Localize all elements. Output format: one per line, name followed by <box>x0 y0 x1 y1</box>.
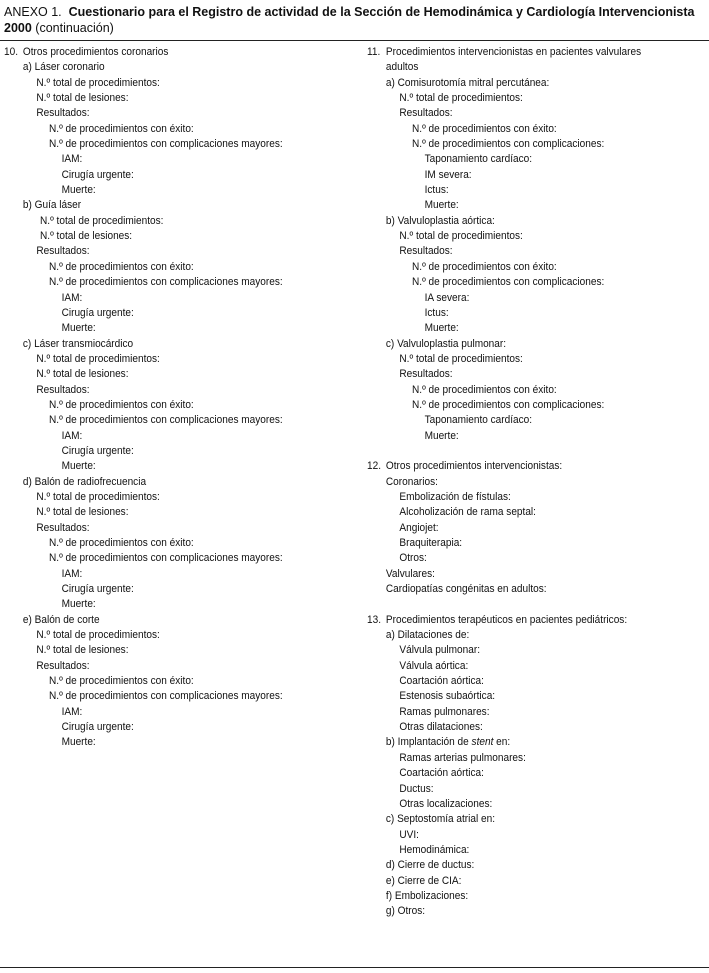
results-label: Resultados: <box>36 245 90 258</box>
section-11-heading: 11. Procedimientos intervencionistas en pacientes valvulares <box>367 46 642 58</box>
annex-suffix: (continuación) <box>35 21 114 35</box>
field-total-lesions: N.º total de lesiones: <box>36 92 129 105</box>
subsection-b-title: b) Valvuloplastia aórtica: <box>385 214 495 227</box>
field-pulmonary-artery-branches: Ramas arterias pulmonares: <box>399 751 526 764</box>
field-total-procedures: N.º total de procedimientos: <box>399 92 523 105</box>
annex-title: Cuestionario para el Registro de actividad de la Sección de Hemodinámica y Cardiología Intervencionista 2000 <box>4 5 695 35</box>
section-10-heading: 10. Otros procedimientos coronarios <box>4 46 169 58</box>
field-angiojet: Angiojet: <box>399 521 439 534</box>
field-death: Muerte: <box>61 184 96 197</box>
field-major-complications: N.º de procedimientos con complicaciones mayores: <box>49 690 283 703</box>
field-urgent-surgery: Cirugía urgente: <box>61 721 134 734</box>
field-iam: IAM: <box>61 153 83 166</box>
field-success: N.º de procedimientos con éxito: <box>49 398 194 411</box>
field-major-complications: N.º de procedimientos con complicaciones mayores: <box>49 414 283 427</box>
field-urgent-surgery: Cirugía urgente: <box>61 444 134 457</box>
field-embolizations: f) Embolizaciones: <box>385 889 469 902</box>
field-complications: N.º de procedimientos con complicaciones: <box>412 276 605 289</box>
field-death: Muerte: <box>61 322 96 335</box>
results-label: Resultados: <box>399 107 453 120</box>
left-column <box>4 45 328 751</box>
section-12-heading: 12. Otros procedimientos intervencionistas: <box>367 460 563 473</box>
field-success: N.º de procedimientos con éxito: <box>49 537 194 549</box>
field-fistula-embolization: Embolización de fístulas: <box>399 490 511 503</box>
field-death: Muerte: <box>61 460 96 473</box>
field-total-lesions: N.º total de lesiones: <box>40 230 133 243</box>
field-ductus-closure: d) Cierre de ductus: <box>385 859 475 872</box>
field-success: N.º de procedimientos con éxito: <box>412 383 557 396</box>
field-total-procedures: N.º total de procedimientos: <box>36 76 160 89</box>
field-death: Muerte: <box>424 199 459 212</box>
field-total-procedures: N.º total de procedimientos: <box>399 230 523 243</box>
field-total-lesions: N.º total de lesiones: <box>36 506 129 519</box>
field-total-procedures: N.º total de procedimientos: <box>36 490 160 503</box>
subsection-a-title: a) Comisurotomía mitral percutánea: <box>385 76 550 89</box>
field-complications: N.º de procedimientos con complicaciones: <box>412 398 605 411</box>
subsection-a-title: a) Láser coronario <box>22 61 105 74</box>
field-total-procedures: N.º total de procedimientos: <box>40 214 164 227</box>
field-total-lesions: N.º total de lesiones: <box>36 368 129 381</box>
field-adult-congenital: Cardiopatías congénitas en adultos: <box>385 583 547 596</box>
field-severe-mr: IM severa: <box>424 168 472 181</box>
field-subaortic-stenosis: Estenosis subaórtica: <box>399 690 496 703</box>
subsection-c-title: c) Valvuloplastia pulmonar: <box>385 337 507 350</box>
field-cath-lab: Hemodinámica: <box>399 843 470 856</box>
subsection-e-title: e) Balón de corte <box>22 613 100 626</box>
subsection-d-title: d) Balón de radiofrecuencia <box>22 475 147 488</box>
field-other: g) Otros: <box>385 905 426 918</box>
header-rule <box>0 40 709 41</box>
field-aortic-coarctation: Coartación aórtica: <box>399 767 484 780</box>
field-stroke: Ictus: <box>424 184 449 197</box>
field-death: Muerte: <box>61 736 96 749</box>
field-other-locations: Otras localizaciones: <box>399 797 493 810</box>
field-iam: IAM: <box>61 567 83 580</box>
field-iam: IAM: <box>61 705 83 718</box>
field-ductus: Ductus: <box>399 782 434 795</box>
field-tamponade: Taponamiento cardíaco: <box>424 153 533 166</box>
subsection-atrial-septostomy: c) Septostomía atrial en: <box>385 813 496 826</box>
field-icu: UVI: <box>399 828 419 841</box>
subsection-b-title: b) Guía láser <box>22 199 82 212</box>
field-pulmonary-branches: Ramas pulmonares: <box>399 705 490 718</box>
field-other: Otros: <box>399 552 427 565</box>
document-header <box>4 4 704 36</box>
field-death: Muerte: <box>61 598 96 611</box>
field-success: N.º de procedimientos con éxito: <box>49 675 194 688</box>
field-success: N.º de procedimientos con éxito: <box>49 260 194 273</box>
field-total-procedures: N.º total de procedimientos: <box>36 629 160 642</box>
results-label: Resultados: <box>36 521 90 534</box>
field-tamponade: Taponamiento cardíaco: <box>424 414 533 427</box>
results-label: Resultados: <box>399 368 453 381</box>
field-success: N.º de procedimientos con éxito: <box>412 260 557 273</box>
annex-label: ANEXO 1. <box>4 5 62 19</box>
subsection-c-title: c) Láser transmiocárdico <box>22 337 134 350</box>
field-iam: IAM: <box>61 291 83 304</box>
results-label: Resultados: <box>36 383 90 396</box>
field-septal-alcoholization: Alcoholización de rama septal: <box>399 506 536 519</box>
field-urgent-surgery: Cirugía urgente: <box>61 306 134 319</box>
field-total-procedures: N.º total de procedimientos: <box>399 352 523 365</box>
field-other-dilatations: Otras dilataciones: <box>399 721 483 734</box>
field-death: Muerte: <box>424 429 459 442</box>
field-total-procedures: N.º total de procedimientos: <box>36 352 160 365</box>
subsection-dilatations: a) Dilataciones de: <box>385 629 470 642</box>
field-success: N.º de procedimientos con éxito: <box>49 122 194 135</box>
section-11-heading-cont: adultos <box>385 61 419 74</box>
field-iam: IAM: <box>61 429 83 442</box>
field-urgent-surgery: Cirugía urgente: <box>61 583 134 596</box>
field-stroke: Ictus: <box>424 306 449 319</box>
field-asd-closure: e) Cierre de CIA: <box>385 874 462 887</box>
spacer <box>367 444 700 459</box>
footer-rule <box>0 967 709 968</box>
field-total-lesions: N.º total de lesiones: <box>36 644 129 657</box>
spacer <box>367 597 700 612</box>
field-urgent-surgery: Cirugía urgente: <box>61 168 134 181</box>
results-label: Resultados: <box>36 107 90 120</box>
coronary-label: Coronarios: <box>385 475 438 488</box>
field-aortic-coarctation: Coartación aórtica: <box>399 675 484 688</box>
field-death: Muerte: <box>424 322 459 335</box>
field-pulmonary-valve: Válvula pulmonar: <box>399 644 481 657</box>
subsection-stent-implantation: b) Implantación de stent en: <box>385 736 511 749</box>
field-brachytherapy: Braquiterapia: <box>399 537 463 549</box>
results-label: Resultados: <box>399 245 453 258</box>
section-13-heading: 13. Procedimientos terapéuticos en pacientes pediátricos: <box>367 613 628 626</box>
field-major-complications: N.º de procedimientos con complicaciones mayores: <box>49 552 283 565</box>
field-major-complications: N.º de procedimientos con complicaciones mayores: <box>49 138 283 151</box>
field-success: N.º de procedimientos con éxito: <box>412 122 557 135</box>
results-label: Resultados: <box>36 659 90 672</box>
field-major-complications: N.º de procedimientos con complicaciones mayores: <box>49 276 283 289</box>
field-severe-ar: IA severa: <box>424 291 470 304</box>
field-valvular: Valvulares: <box>385 567 435 580</box>
field-aortic-valve: Válvula aórtica: <box>399 659 469 672</box>
field-complications: N.º de procedimientos con complicaciones: <box>412 138 605 151</box>
right-column <box>367 45 700 920</box>
